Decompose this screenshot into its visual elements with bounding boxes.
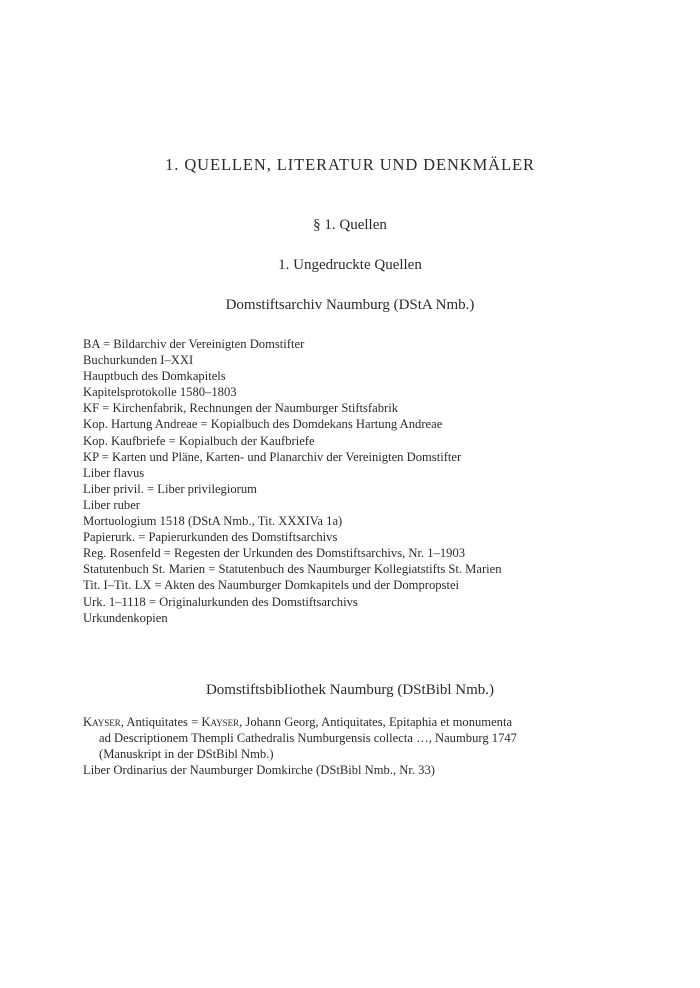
list-item: Reg. Rosenfeld = Regesten der Urkunden des Domstiftsarchivs, Nr. 1–1903 xyxy=(83,546,466,561)
kayser-line-3: (Manuskript in der DStBibl Nmb.) xyxy=(99,747,274,762)
list-item: Tit. I–Tit. LX = Akten des Naumburger Domkapitels und der Dompropstei xyxy=(83,578,460,593)
list-item: Kop. Kaufbriefe = Kopialbuch der Kaufbriefe xyxy=(83,433,315,448)
archive-heading-domstiftsbibliothek: Domstiftsbibliothek Naumburg (DStBibl Nmb.) xyxy=(205,682,495,698)
kayser-line-1 xyxy=(83,714,603,730)
list-item-liber-ordinarius: Liber Ordinarius der Naumburger Domkirche (DStBibl Nmb., Nr. 33) xyxy=(83,763,435,778)
section-heading: § 1. Quellen xyxy=(313,217,387,233)
subsection-heading: 1. Ungedruckte Quellen xyxy=(278,257,422,273)
list-item: Liber ruber xyxy=(83,497,140,512)
list-item: KP = Karten und Pläne, Karten- und Planarchiv der Vereinigten Domstifter xyxy=(83,449,462,464)
text-fragment: , Johann Georg, Antiquitates, Epitaphia et monumenta xyxy=(239,715,513,729)
text-fragment: , Antiquitates = xyxy=(120,715,202,729)
list-item: Mortuologium 1518 (DStA Nmb., Tit. XXXIVa 1a) xyxy=(83,514,343,529)
list-item: Papierurk. = Papierurkunden des Domstiftsarchivs xyxy=(83,530,338,545)
kayser-line-2: ad Descriptionem Thempli Cathedralis Numburgensis collecta …, Naumburg 1747 xyxy=(99,731,517,746)
list-item: Kapitelsprotokolle 1580–1803 xyxy=(83,385,237,400)
list-item: BA = Bildarchiv der Vereinigten Domstifter xyxy=(83,337,305,351)
source-list-domstiftsbibliothek xyxy=(83,714,603,778)
list-item: Buchurkunden I–XXI xyxy=(83,353,194,368)
list-item: Liber flavus xyxy=(83,465,145,480)
list-item: Hauptbuch des Domkapitels xyxy=(83,369,226,384)
archive-heading-domstiftsarchiv: Domstiftsarchiv Naumburg (DStA Nmb.) xyxy=(225,297,475,313)
list-item: Statutenbuch St. Marien = Statutenbuch des Naumburger Kollegiatstifts St. Marien xyxy=(83,562,502,577)
author-name: Kayser xyxy=(83,715,121,729)
list-item: Urkundenkopien xyxy=(83,610,168,625)
list-item: KF = Kirchenfabrik, Rechnungen der Naumburger Stiftsfabrik xyxy=(83,401,398,416)
chapter-heading: 1. QUELLEN, LITERATUR UND DENKMÄLER xyxy=(165,155,535,174)
list-item: Kop. Hartung Andreae = Kopialbuch des Domdekans Hartung Andreae xyxy=(83,417,443,432)
author-name: Kayser xyxy=(201,715,240,729)
source-list-domstiftsarchiv xyxy=(83,336,603,626)
list-item-kayser xyxy=(83,714,603,762)
list-item: Urk. 1–1118 = Originalurkunden des Domstiftsarchivs xyxy=(83,594,358,609)
list-item: Liber privil. = Liber privilegiorum xyxy=(83,481,257,496)
